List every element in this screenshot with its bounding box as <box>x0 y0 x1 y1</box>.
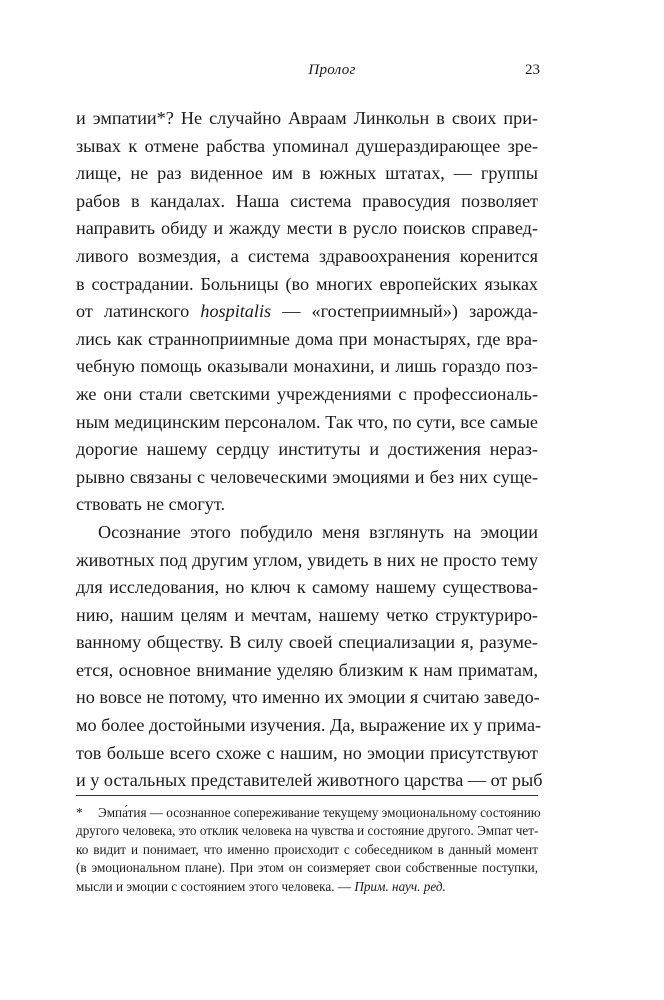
text-line: и эмпатии*? Не случайно Авраам Линкольн в своих при- <box>76 108 538 128</box>
page-number: 23 <box>525 62 540 78</box>
text-line: же они стали светскими учреждениями с профессиональ- <box>76 383 538 404</box>
body-text <box>76 105 543 795</box>
latin-term: hospitalis <box>200 301 272 322</box>
text-line: мо более достойными изучения. Да, выражение их у прима- <box>76 715 542 736</box>
text-line: дорогие нашему сердцу институты и достижения нераз- <box>76 439 538 460</box>
footnote-line: (в эмоциональном плане). При этом он соизмеряет свои собственные поступки, <box>76 860 538 876</box>
text-line: рывно связаны с человеческими эмоциями и без них суще- <box>76 466 538 487</box>
footnote <box>76 804 541 896</box>
text-line: ливого возмездия, а система здравоохранения коренится <box>76 245 538 266</box>
footnote-marker: * <box>76 805 83 820</box>
text-line: лище, не раз виденное им в южных штатах, — группы <box>76 163 538 184</box>
text-line: тов больше всего схоже с нашим, но эмоции присутствуют <box>76 742 538 763</box>
text-line: чебную помощь оказывали монахини, и лишь гораздо поз- <box>76 356 538 377</box>
footnote-text: мысли и эмоции с состоянием этого человека. — <box>76 878 352 894</box>
text-line: животных под другим углом, увидеть в них не просто тему <box>76 549 538 570</box>
footnote-divider <box>76 795 538 796</box>
text-line: ванному обществу. В силу своей специализации я, разуме- <box>76 632 538 653</box>
footnote-credit: Прим. науч. ред. <box>354 878 446 894</box>
footnote-text: Эмпа́тия — осознанное сопереживание текущему эмоциональному состоянию <box>98 805 541 820</box>
footnote-line: ко видит и понимает, что именно происходит с собеседником в данный момент <box>76 841 538 857</box>
text-line: в сострадании. Больницы (во многих европейских языках <box>76 273 538 294</box>
footnote-line <box>76 878 538 896</box>
text-line: нию, нашим целям и мечтам, нашему четко структуриро- <box>76 604 538 625</box>
text-line: направить обиду и жажду мести в русло поисков справед- <box>76 218 538 239</box>
text-line: ным медицинским персоналом. Так что, по сути, все самые <box>76 411 538 432</box>
text-line: ется, основное внимание уделяю близким к нам приматам, <box>76 659 538 680</box>
text-line: для исследования, но ключ к самому нашему существова- <box>76 577 538 598</box>
text-line: зывах к отмене рабства упоминал душераздирающее зре- <box>76 135 538 156</box>
text-line: от латинского hospitalis — «гостеприимный») зарожда- <box>76 301 538 322</box>
paragraph-1 <box>76 105 538 519</box>
running-head <box>0 62 664 84</box>
text-line: ствовать не смогут. <box>76 494 226 515</box>
footnote-line: другого человека, это отклик человека на чувства и состояние другого. Эмпат чет- <box>76 823 539 839</box>
paragraph-2 <box>76 519 543 795</box>
text-line: рабов в кандалах. Наша система правосудия позволяет <box>76 190 538 211</box>
section-title: Пролог <box>308 62 356 78</box>
text-line: Осознание этого побудило меня взглянуть на эмоции <box>98 521 538 542</box>
footnote-line <box>76 804 541 822</box>
text-line: но вовсе не потому, что именно их эмоции я считаю заведо- <box>76 687 540 708</box>
text-line: и у остальных представителей животного царства — от рыб <box>76 770 543 791</box>
text-line: лись как странноприимные дома при монастырях, где вра- <box>76 328 538 349</box>
